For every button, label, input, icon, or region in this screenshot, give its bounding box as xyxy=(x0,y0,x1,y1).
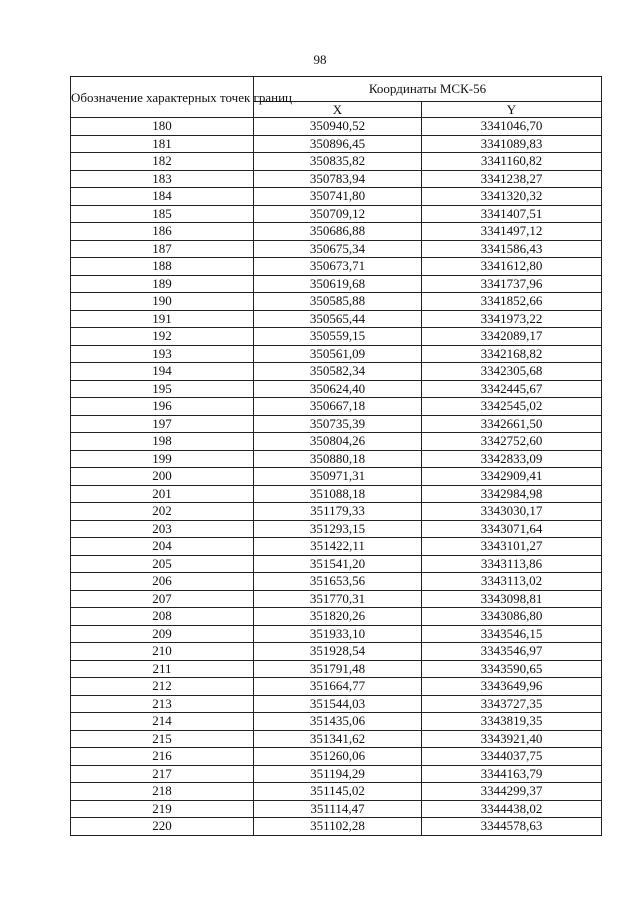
cell-y: 3343071,64 xyxy=(422,520,602,538)
table-row xyxy=(71,713,602,731)
cell-point: 187 xyxy=(71,240,254,258)
cell-x: 350741,80 xyxy=(254,188,422,206)
table-row xyxy=(71,135,602,153)
cell-point: 202 xyxy=(71,503,254,521)
cell-point: 220 xyxy=(71,818,254,836)
cell-point: 195 xyxy=(71,380,254,398)
cell-point: 200 xyxy=(71,468,254,486)
table-row xyxy=(71,328,602,346)
cell-x: 350667,18 xyxy=(254,398,422,416)
cell-y: 3341320,32 xyxy=(422,188,602,206)
cell-y: 3342305,68 xyxy=(422,363,602,381)
cell-point: 190 xyxy=(71,293,254,311)
table-row xyxy=(71,538,602,556)
cell-point: 182 xyxy=(71,153,254,171)
table-row xyxy=(71,415,602,433)
cell-x: 351114,47 xyxy=(254,800,422,818)
cell-x: 350896,45 xyxy=(254,135,422,153)
cell-y: 3341973,22 xyxy=(422,310,602,328)
cell-x: 351664,77 xyxy=(254,678,422,696)
cell-x: 350582,34 xyxy=(254,363,422,381)
cell-point: 194 xyxy=(71,363,254,381)
cell-point: 217 xyxy=(71,765,254,783)
cell-y: 3341852,66 xyxy=(422,293,602,311)
cell-point: 201 xyxy=(71,485,254,503)
cell-y: 3343098,81 xyxy=(422,590,602,608)
cell-x: 350940,52 xyxy=(254,118,422,136)
cell-y: 3342661,50 xyxy=(422,415,602,433)
cell-y: 3344037,75 xyxy=(422,748,602,766)
cell-x: 350835,82 xyxy=(254,153,422,171)
cell-y: 3341046,70 xyxy=(422,118,602,136)
cell-y: 3341737,96 xyxy=(422,275,602,293)
cell-y: 3343819,35 xyxy=(422,713,602,731)
table-row xyxy=(71,765,602,783)
table-row xyxy=(71,153,602,171)
cell-y: 3341407,51 xyxy=(422,205,602,223)
cell-x: 350686,88 xyxy=(254,223,422,241)
cell-point: 206 xyxy=(71,573,254,591)
cell-x: 351293,15 xyxy=(254,520,422,538)
table-row xyxy=(71,643,602,661)
cell-point: 215 xyxy=(71,730,254,748)
cell-x: 351791,48 xyxy=(254,660,422,678)
cell-x: 351179,33 xyxy=(254,503,422,521)
cell-point: 212 xyxy=(71,678,254,696)
cell-point: 197 xyxy=(71,415,254,433)
cell-point: 207 xyxy=(71,590,254,608)
cell-x: 351928,54 xyxy=(254,643,422,661)
cell-x: 350971,31 xyxy=(254,468,422,486)
table-row xyxy=(71,730,602,748)
cell-x: 350624,40 xyxy=(254,380,422,398)
cell-y: 3341089,83 xyxy=(422,135,602,153)
cell-point: 180 xyxy=(71,118,254,136)
cell-x: 350565,44 xyxy=(254,310,422,328)
cell-x: 351820,26 xyxy=(254,608,422,626)
cell-y: 3343590,65 xyxy=(422,660,602,678)
cell-point: 205 xyxy=(71,555,254,573)
table-row xyxy=(71,223,602,241)
table-row xyxy=(71,503,602,521)
table-row xyxy=(71,468,602,486)
table-row xyxy=(71,520,602,538)
cell-y: 3341238,27 xyxy=(422,170,602,188)
cell-y: 3342445,67 xyxy=(422,380,602,398)
cell-point: 204 xyxy=(71,538,254,556)
table-row xyxy=(71,818,602,836)
cell-x: 350561,09 xyxy=(254,345,422,363)
cell-y: 3344438,02 xyxy=(422,800,602,818)
cell-x: 351770,31 xyxy=(254,590,422,608)
cell-x: 351102,28 xyxy=(254,818,422,836)
cell-x: 351541,20 xyxy=(254,555,422,573)
table-row xyxy=(71,345,602,363)
table-row xyxy=(71,783,602,801)
table-row xyxy=(71,678,602,696)
table-body xyxy=(71,118,602,836)
table-row xyxy=(71,800,602,818)
table-header xyxy=(71,77,602,118)
table-row xyxy=(71,555,602,573)
cell-x: 350559,15 xyxy=(254,328,422,346)
table-row xyxy=(71,398,602,416)
cell-y: 3344163,79 xyxy=(422,765,602,783)
table-row xyxy=(71,433,602,451)
cell-point: 183 xyxy=(71,170,254,188)
table-row xyxy=(71,275,602,293)
table-row xyxy=(71,293,602,311)
header-coordinate-system: Координаты МСК-56 xyxy=(254,77,602,102)
cell-y: 3341612,80 xyxy=(422,258,602,276)
cell-point: 214 xyxy=(71,713,254,731)
cell-point: 189 xyxy=(71,275,254,293)
cell-point: 191 xyxy=(71,310,254,328)
cell-x: 351145,02 xyxy=(254,783,422,801)
cell-point: 203 xyxy=(71,520,254,538)
cell-x: 350585,88 xyxy=(254,293,422,311)
cell-y: 3342833,09 xyxy=(422,450,602,468)
cell-point: 219 xyxy=(71,800,254,818)
cell-point: 188 xyxy=(71,258,254,276)
cell-x: 350804,26 xyxy=(254,433,422,451)
coordinates-table xyxy=(70,76,602,836)
cell-x: 350673,71 xyxy=(254,258,422,276)
table-row xyxy=(71,240,602,258)
cell-point: 193 xyxy=(71,345,254,363)
page-number: 98 xyxy=(313,52,327,67)
cell-y: 3343921,40 xyxy=(422,730,602,748)
cell-point: 213 xyxy=(71,695,254,713)
header-x: X xyxy=(254,102,422,118)
cell-point: 210 xyxy=(71,643,254,661)
table-row xyxy=(71,748,602,766)
cell-y: 3344578,63 xyxy=(422,818,602,836)
table-row xyxy=(71,590,602,608)
table-row xyxy=(71,258,602,276)
table-row xyxy=(71,573,602,591)
table-row xyxy=(71,695,602,713)
table-row xyxy=(71,205,602,223)
table-row xyxy=(71,608,602,626)
cell-x: 351088,18 xyxy=(254,485,422,503)
cell-y: 3343086,80 xyxy=(422,608,602,626)
table-row xyxy=(71,170,602,188)
cell-point: 185 xyxy=(71,205,254,223)
table-row xyxy=(71,450,602,468)
cell-x: 351260,06 xyxy=(254,748,422,766)
cell-x: 350783,94 xyxy=(254,170,422,188)
cell-y: 3342089,17 xyxy=(422,328,602,346)
cell-x: 350675,34 xyxy=(254,240,422,258)
header-y: Y xyxy=(422,102,602,118)
cell-point: 192 xyxy=(71,328,254,346)
cell-y: 3341497,12 xyxy=(422,223,602,241)
header-point-label: Обозначение характерных точек границ xyxy=(71,77,254,118)
cell-y: 3343101,27 xyxy=(422,538,602,556)
cell-y: 3344299,37 xyxy=(422,783,602,801)
table-row xyxy=(71,660,602,678)
cell-y: 3342168,82 xyxy=(422,345,602,363)
cell-point: 211 xyxy=(71,660,254,678)
cell-x: 350619,68 xyxy=(254,275,422,293)
cell-point: 186 xyxy=(71,223,254,241)
cell-x: 351435,06 xyxy=(254,713,422,731)
table-row xyxy=(71,485,602,503)
cell-point: 184 xyxy=(71,188,254,206)
cell-y: 3343546,15 xyxy=(422,625,602,643)
table-row xyxy=(71,188,602,206)
table-row xyxy=(71,363,602,381)
cell-x: 351544,03 xyxy=(254,695,422,713)
cell-x: 351653,56 xyxy=(254,573,422,591)
cell-point: 181 xyxy=(71,135,254,153)
cell-y: 3342909,41 xyxy=(422,468,602,486)
cell-x: 350735,39 xyxy=(254,415,422,433)
cell-point: 208 xyxy=(71,608,254,626)
cell-x: 351933,10 xyxy=(254,625,422,643)
table-row xyxy=(71,118,602,136)
cell-point: 199 xyxy=(71,450,254,468)
table-row xyxy=(71,310,602,328)
cell-y: 3343546,97 xyxy=(422,643,602,661)
cell-x: 351341,62 xyxy=(254,730,422,748)
cell-x: 351422,11 xyxy=(254,538,422,556)
cell-point: 218 xyxy=(71,783,254,801)
cell-point: 216 xyxy=(71,748,254,766)
cell-y: 3342752,60 xyxy=(422,433,602,451)
cell-point: 209 xyxy=(71,625,254,643)
cell-x: 351194,29 xyxy=(254,765,422,783)
cell-y: 3343113,86 xyxy=(422,555,602,573)
cell-y: 3341586,43 xyxy=(422,240,602,258)
cell-y: 3343649,96 xyxy=(422,678,602,696)
cell-point: 196 xyxy=(71,398,254,416)
cell-y: 3342984,98 xyxy=(422,485,602,503)
table-row xyxy=(71,380,602,398)
cell-x: 350709,12 xyxy=(254,205,422,223)
cell-x: 350880,18 xyxy=(254,450,422,468)
table-row xyxy=(71,625,602,643)
cell-point: 198 xyxy=(71,433,254,451)
cell-y: 3343113,02 xyxy=(422,573,602,591)
cell-y: 3341160,82 xyxy=(422,153,602,171)
cell-y: 3342545,02 xyxy=(422,398,602,416)
cell-y: 3343030,17 xyxy=(422,503,602,521)
cell-y: 3343727,35 xyxy=(422,695,602,713)
